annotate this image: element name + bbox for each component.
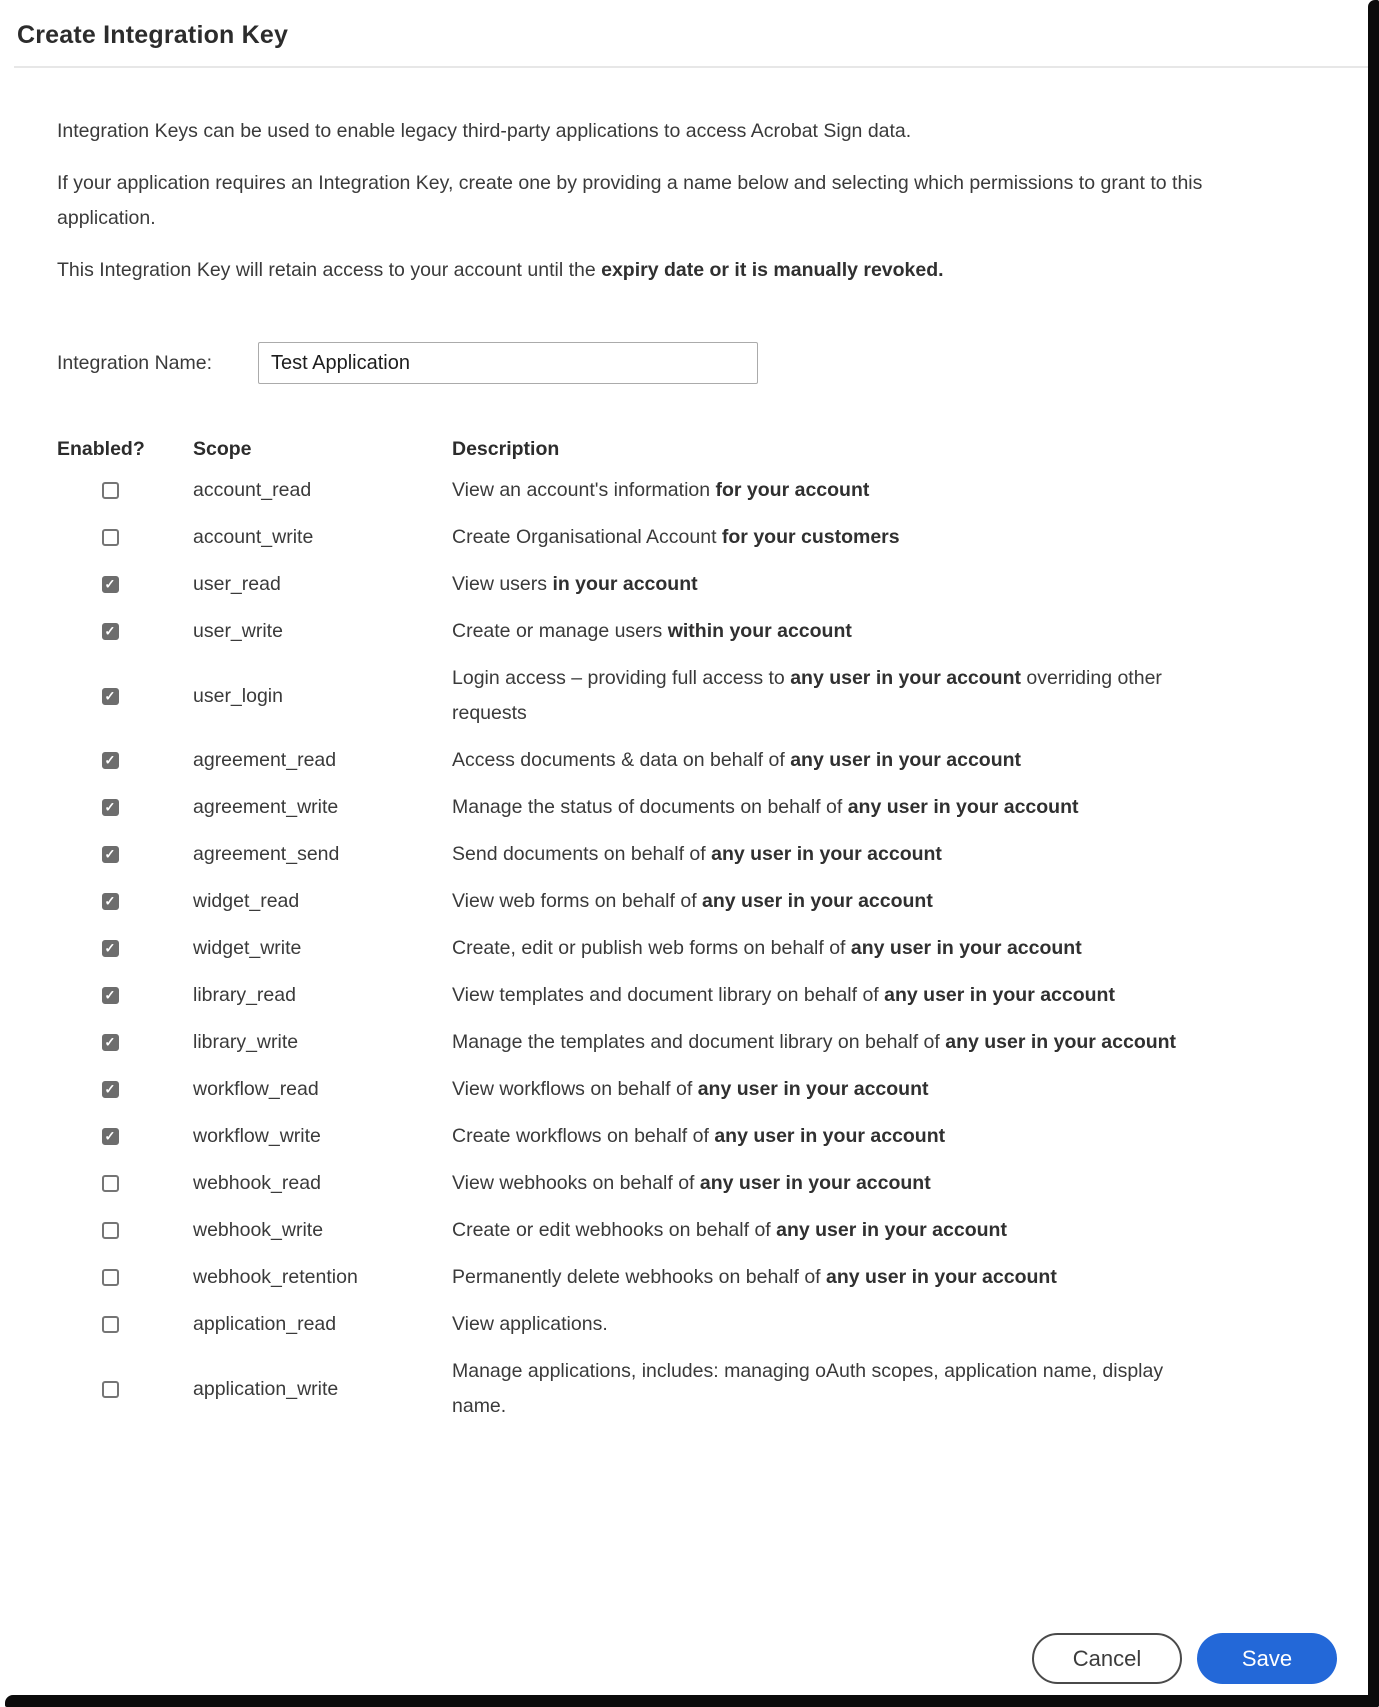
scope-description: View workflows on behalf of any user in your account (452, 1078, 929, 1100)
checkbox-checked-icon[interactable] (102, 846, 119, 863)
scope-name: user_write (193, 620, 283, 642)
description-bold-segment: any user in your account (850, 937, 1082, 959)
scope-name: account_read (193, 479, 312, 501)
table-row (57, 1066, 1299, 1113)
scope-description: View web forms on behalf of any user in your account (452, 890, 933, 912)
checkbox-checked-icon[interactable] (102, 799, 119, 816)
checkbox-checked-icon[interactable] (102, 1081, 119, 1098)
scope-description: View templates and document library on behalf of any user in your account (452, 984, 1115, 1006)
dialog-footer (1032, 1633, 1337, 1684)
scope-description: Login access – providing full access to any user in your account overriding other requests (452, 667, 1162, 724)
checkbox-checked-icon[interactable] (102, 688, 119, 705)
check-icon: ✓ (104, 846, 116, 862)
cancel-button[interactable]: Cancel (1032, 1633, 1182, 1684)
enabled-cell (57, 688, 193, 705)
column-header-description: Description (452, 438, 560, 460)
checkbox-checked-icon[interactable] (102, 623, 119, 640)
table-row (57, 561, 1299, 608)
scope-name: application_read (193, 1313, 337, 1335)
intro-paragraph-1: Integration Keys can be used to enable legacy third-party applications to access Acrobat Sign data. (57, 120, 912, 142)
check-icon: ✓ (104, 1128, 116, 1144)
enabled-cell (57, 893, 193, 910)
scope-description: View webhooks on behalf of any user in your account (452, 1172, 931, 1194)
checkbox-unchecked-icon[interactable] (102, 1316, 119, 1333)
description-bold-segment: any user in your account (826, 1266, 1057, 1288)
scope-description: Create, edit or publish web forms on behalf of any user in your account (452, 937, 1082, 959)
check-icon: ✓ (104, 576, 116, 592)
scopes-table-body (57, 467, 1299, 1430)
scope-name: widget_read (193, 890, 300, 912)
enabled-cell (57, 846, 193, 863)
check-icon: ✓ (104, 799, 116, 815)
column-header-scope: Scope (193, 438, 252, 460)
scope-name: widget_write (193, 937, 302, 959)
scope-description: Permanently delete webhooks on behalf of any user in your account (452, 1266, 1057, 1288)
checkbox-checked-icon[interactable] (102, 752, 119, 769)
checkbox-unchecked-icon[interactable] (102, 1222, 119, 1239)
checkbox-unchecked-icon[interactable] (102, 529, 119, 546)
scope-name: webhook_write (193, 1219, 324, 1241)
checkbox-checked-icon[interactable] (102, 576, 119, 593)
description-bold-segment: any user in your account (699, 1172, 931, 1194)
scope-description: Create Organisational Account for your customers (452, 526, 900, 548)
scope-name: agreement_read (193, 749, 337, 771)
table-row (57, 925, 1299, 972)
check-icon: ✓ (104, 752, 116, 768)
scope-name: application_write (193, 1377, 339, 1400)
scope-description: Manage the status of documents on behalf of any user in your account (452, 796, 1079, 818)
integration-name-row (57, 342, 1299, 384)
checkbox-unchecked-icon[interactable] (102, 482, 119, 499)
scope-name: account_write (193, 526, 314, 548)
enabled-cell (57, 1222, 193, 1239)
description-bold-segment: in your account (552, 573, 698, 595)
table-row (57, 878, 1299, 925)
scope-name: user_read (193, 573, 281, 595)
screenshot-border-bottom (5, 1695, 1379, 1707)
scope-description: Manage applications, includes: managing oAuth scopes, application name, display name. (452, 1360, 1164, 1417)
enabled-cell (57, 529, 193, 546)
intro-text (57, 114, 1232, 288)
description-bold-segment: any user in your account (697, 1078, 929, 1100)
checkbox-checked-icon[interactable] (102, 987, 119, 1004)
enabled-cell (57, 1081, 193, 1098)
page-title: Create Integration Key (17, 21, 289, 49)
description-bold-segment: for your customers (721, 526, 900, 548)
scope-description: Manage the templates and document library on behalf of any user in your account (452, 1031, 1177, 1053)
description-bold-segment: any user in your account (790, 749, 1022, 771)
enabled-cell (57, 987, 193, 1004)
checkbox-checked-icon[interactable] (102, 1034, 119, 1051)
scope-name: webhook_retention (193, 1266, 358, 1288)
scope-name: webhook_read (193, 1172, 321, 1194)
table-row (57, 1348, 1299, 1430)
scope-description: View applications. (452, 1313, 608, 1335)
enabled-cell (57, 799, 193, 816)
enabled-cell (57, 940, 193, 957)
checkbox-checked-icon[interactable] (102, 940, 119, 957)
enabled-cell (57, 1269, 193, 1286)
table-row (57, 784, 1299, 831)
scope-description: Send documents on behalf of any user in your account (452, 843, 942, 865)
check-icon: ✓ (104, 1081, 116, 1097)
enabled-cell (57, 482, 193, 499)
checkbox-checked-icon[interactable] (102, 893, 119, 910)
enabled-cell (57, 1381, 193, 1398)
column-header-enabled: Enabled? (57, 438, 145, 460)
check-icon: ✓ (104, 1034, 116, 1050)
checkbox-unchecked-icon[interactable] (102, 1381, 119, 1398)
enabled-cell (57, 752, 193, 769)
scope-name: user_login (193, 684, 283, 707)
check-icon: ✓ (104, 940, 116, 956)
integration-name-label: Integration Name: (57, 351, 213, 374)
table-row (57, 737, 1299, 784)
table-row (57, 655, 1299, 737)
table-row (57, 608, 1299, 655)
description-bold-segment: any user in your account (711, 843, 942, 865)
save-button[interactable]: Save (1197, 1633, 1337, 1684)
description-bold-segment: any user in your account (702, 890, 933, 912)
screenshot-border-right (1368, 0, 1379, 1707)
scope-description: Create or manage users within your account (452, 620, 852, 642)
table-row (57, 1160, 1299, 1207)
check-icon: ✓ (104, 623, 116, 639)
enabled-cell (57, 576, 193, 593)
table-row (57, 467, 1299, 514)
scope-description: View an account's information for your account (452, 479, 870, 501)
table-row (57, 1113, 1299, 1160)
table-row (57, 1254, 1299, 1301)
scopes-table (57, 438, 1299, 1430)
description-bold-segment: any user in your account (714, 1125, 946, 1147)
description-bold-segment: within your account (667, 620, 852, 642)
scope-description: Access documents & data on behalf of any user in your account (452, 749, 1022, 771)
table-row (57, 972, 1299, 1019)
intro-paragraph-2: If your application requires an Integration Key, create one by providing a name below and selecting which permissions to grant to this application. (57, 172, 1203, 229)
description-bold-segment: for your account (715, 479, 870, 501)
check-icon: ✓ (104, 893, 116, 909)
integration-name-input[interactable] (258, 342, 758, 384)
scopes-table-header (57, 438, 1299, 461)
scope-name: agreement_send (193, 843, 340, 865)
table-row (57, 831, 1299, 878)
description-bold-segment: any user in your account (847, 796, 1079, 818)
enabled-cell (57, 1128, 193, 1145)
enabled-cell (57, 1175, 193, 1192)
scope-description: Create or edit webhooks on behalf of any user in your account (452, 1219, 1007, 1241)
scope-description: Create workflows on behalf of any user in your account (452, 1125, 946, 1147)
description-bold-segment: any user in your account (884, 984, 1115, 1006)
description-bold-segment: any user in your account (776, 1219, 1007, 1241)
intro-bold-segment: expiry date or it is manually revoked. (601, 259, 944, 281)
scope-description: View users in your account (452, 573, 698, 595)
check-icon: ✓ (104, 987, 116, 1003)
checkbox-checked-icon[interactable] (102, 1128, 119, 1145)
table-row (57, 1019, 1299, 1066)
check-icon: ✓ (104, 688, 116, 703)
checkbox-unchecked-icon[interactable] (102, 1269, 119, 1286)
intro-paragraph-3: This Integration Key will retain access to your account until the expiry date or it is manually revoked. (57, 259, 944, 281)
scope-name: workflow_read (193, 1078, 319, 1100)
title-divider (14, 66, 1379, 68)
table-row (57, 1301, 1299, 1348)
table-row (57, 514, 1299, 561)
checkbox-unchecked-icon[interactable] (102, 1175, 119, 1192)
description-bold-segment: any user in your account (790, 667, 1021, 689)
scope-name: library_read (193, 984, 296, 1006)
scope-name: workflow_write (193, 1125, 321, 1147)
table-row (57, 1207, 1299, 1254)
enabled-cell (57, 1316, 193, 1333)
enabled-cell (57, 1034, 193, 1051)
scope-name: agreement_write (193, 796, 339, 818)
scope-name: library_write (193, 1031, 299, 1053)
description-bold-segment: any user in your account (945, 1031, 1177, 1053)
enabled-cell (57, 623, 193, 640)
